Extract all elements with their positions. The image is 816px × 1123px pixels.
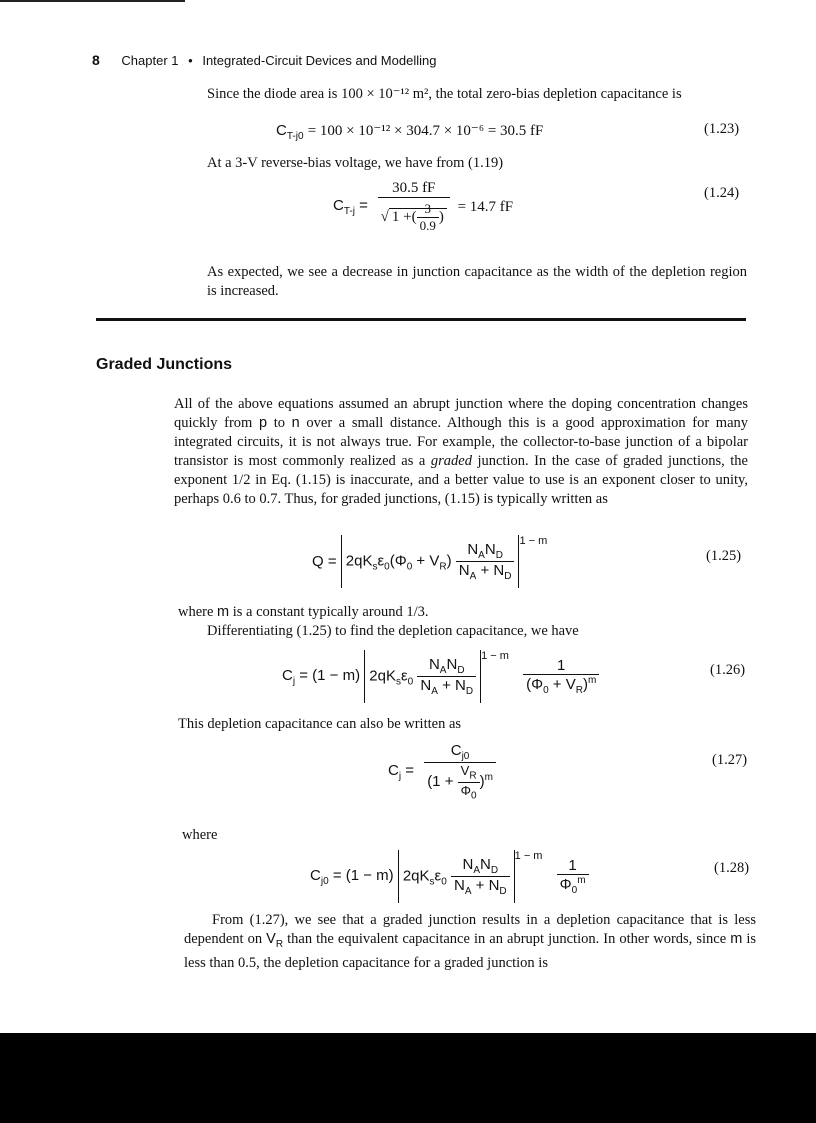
where-m-line: where m is a constant typically around 1/3. — [178, 604, 429, 620]
equation-1-28: $C_{j0} = (1 - m)$ $2qK_s\varepsilon_0$ $\frac{N_AN_D}{N_A + N_D}$ $^{1 - m}$ $\frac{1}{\Phi_0^m}$ — [310, 850, 589, 903]
top-edge-rule — [0, 0, 185, 2]
equation-number-1-27: (1.27) — [712, 752, 748, 768]
chapter-label: Chapter 1 — [121, 53, 179, 68]
equation-number-1-23: (1.23) — [704, 121, 740, 137]
section-title: Graded Junctions — [96, 356, 233, 373]
example-end-rule — [96, 318, 746, 321]
chapter-title: Integrated-Circuit Devices and Modelling — [202, 53, 437, 68]
running-header — [92, 52, 436, 68]
section-paragraph-2: Differentiating (1.25) to find the depletion capacitance, we have — [207, 623, 579, 639]
example-paragraph-3: As expected, we see a decrease in junction capacitance as the width of the depletion region is increased. — [207, 264, 747, 299]
equation-1-24: $C_{T-j}$ = 30.5 fF √ 1 +( $\frac{3}{0.9}$ ) = 14.7 fF — [333, 180, 514, 233]
equation-1-26: $C_j = (1 - m)$ $2qK_s\varepsilon_0$ $\frac{N_AN_D}{N_A + N_D}$ $^{1 - m}$ $\frac{1}{(\Phi_0 + V_R)^m}$ — [282, 650, 599, 703]
section-paragraph-1: All of the above equations assumed an abrupt junction where the doping concentration changes quickly from p to n over a small distance. Although this is a good approximation for many integrated circuits, it is not always true. For example, the collector-to-base junction of a bipolar transistor is most commonly realized as a graded junction. In the case of graded junctions, the exponent 1/2 in Eq. (1.15) is inaccurate, and a better value to use is an exponent closer to unity, perhaps 0.6 to 0.7. Thus, for graded junctions, (1.15) is typically written as — [174, 396, 749, 507]
section-paragraph-4: From (1.27), we see that a graded junction results in a depletion capacitance that is less dependent on $V_R$ than the equivalent capacitance in an abrupt junction. In other words, since m is less than 0.5, the depletion capacitance for a graded junction is — [184, 912, 756, 971]
equation-1-25: $Q = 2qK_s\varepsilon_0(\Phi_0 + V_R)$ $\frac{N_AN_D}{N_A + N_D}$ $^{1 - m}$ — [312, 535, 547, 588]
equation-number-1-24: (1.24) — [704, 185, 740, 201]
equation-1-23: $C_{T-j0} = 100 \times 10^{-12} \times 304.7 \times 10^{-6} = 30.5$ fF — [276, 122, 544, 142]
equation-1-27: $C_j$ = $C_{j0}$ (1 + $\frac{V_R}{\Phi_0}$ )$^m$ — [388, 742, 496, 801]
page-number: 8 — [92, 52, 100, 68]
equation-number-1-25: (1.25) — [706, 548, 742, 564]
equation-number-1-26: (1.26) — [710, 662, 746, 678]
where-label: where — [182, 827, 218, 843]
equation-number-1-28: (1.28) — [714, 860, 750, 876]
example-paragraph-1: Since the diode area is 100 × 10⁻¹² m², the total zero-bias depletion capacitance is — [207, 86, 682, 102]
header-bullet: • — [188, 53, 193, 68]
example-paragraph-2: At a 3-V reverse-bias voltage, we have from (1.19) — [207, 155, 504, 171]
scan-bottom-black-band — [0, 1033, 816, 1123]
section-paragraph-3: This depletion capacitance can also be written as — [178, 716, 462, 732]
